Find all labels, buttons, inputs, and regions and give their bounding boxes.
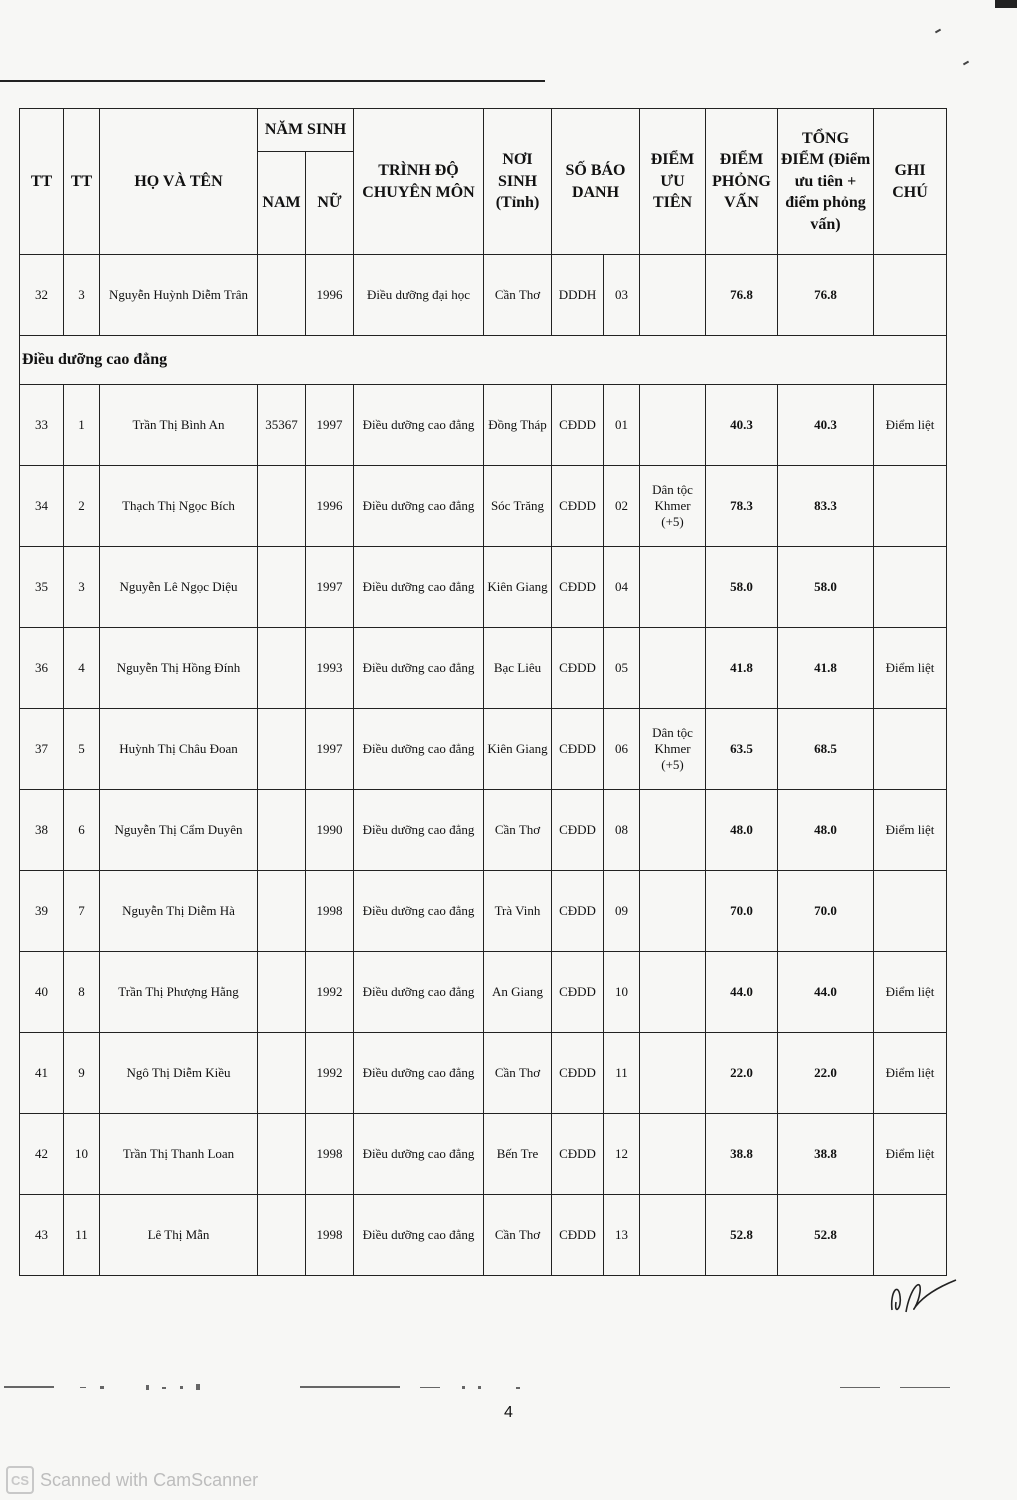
table-row	[20, 709, 947, 790]
sub-number: 8	[64, 952, 100, 1033]
sub-number: 9	[64, 1033, 100, 1114]
sub-number: 10	[64, 1114, 100, 1195]
qualification: Điều dưỡng cao đẳng	[354, 709, 484, 790]
birthplace: Kiên Giang	[484, 547, 552, 628]
priority-points	[640, 1033, 706, 1114]
total-score: 41.8	[778, 628, 874, 709]
sub-number: 3	[64, 547, 100, 628]
section-title: Điều dưỡng cao đẳng	[20, 336, 947, 385]
birthplace: Cần Thơ	[484, 1195, 552, 1276]
birth-year-male	[258, 1114, 306, 1195]
qualification: Điều dưỡng cao đẳng	[354, 466, 484, 547]
birthplace: Bến Tre	[484, 1114, 552, 1195]
candidate-code: CĐDD	[552, 952, 604, 1033]
total-score: 22.0	[778, 1033, 874, 1114]
birth-year-female: 1997	[306, 547, 354, 628]
priority-points	[640, 385, 706, 466]
note: Điểm liệt	[874, 952, 947, 1033]
header-name: HỌ VÀ TÊN	[100, 109, 258, 255]
watermark-text: Scanned with CamScanner	[40, 1469, 259, 1490]
row-number: 38	[20, 790, 64, 871]
candidate-number: 09	[604, 871, 640, 952]
candidate-code: CĐDD	[552, 628, 604, 709]
qualification: Điều dưỡng cao đẳng	[354, 871, 484, 952]
total-score: 40.3	[778, 385, 874, 466]
row-number: 40	[20, 952, 64, 1033]
row-number: 41	[20, 1033, 64, 1114]
header-female: NỮ	[306, 152, 354, 255]
total-score: 70.0	[778, 871, 874, 952]
section-row	[20, 336, 947, 385]
candidate-name: Nguyễn Thị Diễm Hà	[100, 871, 258, 952]
interview-score: 22.0	[706, 1033, 778, 1114]
candidate-number: 12	[604, 1114, 640, 1195]
candidate-number: 08	[604, 790, 640, 871]
table-row	[20, 466, 947, 547]
note	[874, 466, 947, 547]
birth-year-male	[258, 709, 306, 790]
interview-score: 70.0	[706, 871, 778, 952]
note: Điểm liệt	[874, 1033, 947, 1114]
row-number: 39	[20, 871, 64, 952]
birth-year-female: 1997	[306, 709, 354, 790]
sub-number: 11	[64, 1195, 100, 1276]
sub-number: 7	[64, 871, 100, 952]
birth-year-female: 1997	[306, 385, 354, 466]
priority-points	[640, 255, 706, 336]
table-row	[20, 952, 947, 1033]
sub-number: 6	[64, 790, 100, 871]
interview-score: 63.5	[706, 709, 778, 790]
header-interview: ĐIỂM PHỎNG VẤN	[706, 109, 778, 255]
table-row	[20, 790, 947, 871]
header-total: TỔNG ĐIỂM (Điểm ưu tiên + điểm phỏng vấn)	[778, 109, 874, 255]
interview-score: 76.8	[706, 255, 778, 336]
total-score: 68.5	[778, 709, 874, 790]
interview-score: 78.3	[706, 466, 778, 547]
birth-year-male: 35367	[258, 385, 306, 466]
qualification: Điều dưỡng cao đẳng	[354, 1033, 484, 1114]
row-number: 42	[20, 1114, 64, 1195]
birthplace: Đồng Tháp	[484, 385, 552, 466]
birth-year-male	[258, 255, 306, 336]
header-birthplace: NƠI SINH (Tỉnh)	[484, 109, 552, 255]
qualification: Điều dưỡng đại học	[354, 255, 484, 336]
candidate-name: Nguyễn Lê Ngọc Diệu	[100, 547, 258, 628]
candidate-number: 02	[604, 466, 640, 547]
header-priority: ĐIỂM ƯU TIÊN	[640, 109, 706, 255]
birth-year-female: 1992	[306, 952, 354, 1033]
qualification: Điều dưỡng cao đẳng	[354, 1195, 484, 1276]
priority-points: Dân tộc Khmer (+5)	[640, 466, 706, 547]
birth-year-female: 1996	[306, 255, 354, 336]
candidate-name: Trần Thị Phượng Hằng	[100, 952, 258, 1033]
qualification: Điều dưỡng cao đẳng	[354, 628, 484, 709]
candidate-number: 11	[604, 1033, 640, 1114]
header-tt: TT	[20, 109, 64, 255]
interview-score: 48.0	[706, 790, 778, 871]
birthplace: Bạc Liêu	[484, 628, 552, 709]
table-row	[20, 547, 947, 628]
candidate-code: CĐDD	[552, 385, 604, 466]
interview-score: 38.8	[706, 1114, 778, 1195]
table-row	[20, 1195, 947, 1276]
scan-speck	[963, 61, 969, 66]
table-body	[20, 255, 947, 1276]
total-score: 52.8	[778, 1195, 874, 1276]
total-score: 44.0	[778, 952, 874, 1033]
candidate-name: Trần Thị Bình An	[100, 385, 258, 466]
interview-score: 40.3	[706, 385, 778, 466]
birth-year-female: 1998	[306, 1114, 354, 1195]
candidate-code: CĐDD	[552, 709, 604, 790]
header-note: GHI CHÚ	[874, 109, 947, 255]
total-score: 76.8	[778, 255, 874, 336]
note: Điểm liệt	[874, 385, 947, 466]
table-row	[20, 255, 947, 336]
birth-year-male	[258, 547, 306, 628]
row-number: 34	[20, 466, 64, 547]
birth-year-male	[258, 1033, 306, 1114]
interview-score: 41.8	[706, 628, 778, 709]
birthplace: Kiên Giang	[484, 709, 552, 790]
candidate-number: 04	[604, 547, 640, 628]
candidate-number: 05	[604, 628, 640, 709]
candidate-number: 06	[604, 709, 640, 790]
birthplace: Cần Thơ	[484, 255, 552, 336]
priority-points	[640, 952, 706, 1033]
page-number: 4	[504, 1404, 513, 1421]
priority-points	[640, 628, 706, 709]
candidate-name: Lê Thị Mẫn	[100, 1195, 258, 1276]
camscanner-logo-icon: CS	[6, 1466, 34, 1494]
header-qualification: TRÌNH ĐỘ CHUYÊN MÔN	[354, 109, 484, 255]
candidate-code: CĐDD	[552, 871, 604, 952]
scan-edge-mark	[995, 0, 1017, 8]
interview-score: 58.0	[706, 547, 778, 628]
birth-year-female: 1990	[306, 790, 354, 871]
candidate-code: CĐDD	[552, 547, 604, 628]
sub-number: 3	[64, 255, 100, 336]
note	[874, 871, 947, 952]
birth-year-male	[258, 952, 306, 1033]
signature-mark	[880, 1262, 960, 1322]
birth-year-male	[258, 790, 306, 871]
candidate-number: 13	[604, 1195, 640, 1276]
candidate-name: Thạch Thị Ngọc Bích	[100, 466, 258, 547]
candidate-code: CĐDD	[552, 1033, 604, 1114]
interview-score: 52.8	[706, 1195, 778, 1276]
header-candidate-no: SỐ BÁO DANH	[552, 109, 640, 255]
birthplace: An Giang	[484, 952, 552, 1033]
birth-year-male	[258, 871, 306, 952]
sub-number: 2	[64, 466, 100, 547]
candidate-code: CĐDD	[552, 790, 604, 871]
qualification: Điều dưỡng cao đẳng	[354, 1114, 484, 1195]
table-row	[20, 871, 947, 952]
priority-points	[640, 871, 706, 952]
candidate-code: DDDH	[552, 255, 604, 336]
candidate-number: 10	[604, 952, 640, 1033]
row-number: 36	[20, 628, 64, 709]
candidate-number: 03	[604, 255, 640, 336]
birth-year-female: 1993	[306, 628, 354, 709]
scan-noise	[0, 1380, 960, 1394]
priority-points	[640, 790, 706, 871]
candidate-name: Nguyễn Huỳnh Diễm Trân	[100, 255, 258, 336]
priority-points	[640, 1114, 706, 1195]
row-number: 33	[20, 385, 64, 466]
row-number: 43	[20, 1195, 64, 1276]
scan-speck	[935, 29, 941, 34]
candidate-name: Ngô Thị Diễm Kiều	[100, 1033, 258, 1114]
birthplace: Cần Thơ	[484, 1033, 552, 1114]
total-score: 48.0	[778, 790, 874, 871]
candidate-code: CĐDD	[552, 1114, 604, 1195]
header-male: NAM	[258, 152, 306, 255]
birth-year-male	[258, 628, 306, 709]
table-row	[20, 385, 947, 466]
note: Điểm liệt	[874, 628, 947, 709]
candidate-name: Trần Thị Thanh Loan	[100, 1114, 258, 1195]
note	[874, 709, 947, 790]
note: Điểm liệt	[874, 790, 947, 871]
birth-year-female: 1992	[306, 1033, 354, 1114]
interview-score: 44.0	[706, 952, 778, 1033]
row-number: 37	[20, 709, 64, 790]
priority-points	[640, 1195, 706, 1276]
header-rule	[0, 80, 545, 82]
camscanner-watermark	[6, 1466, 258, 1494]
birthplace: Cần Thơ	[484, 790, 552, 871]
table-row	[20, 628, 947, 709]
qualification: Điều dưỡng cao đẳng	[354, 790, 484, 871]
birthplace: Trà Vinh	[484, 871, 552, 952]
note	[874, 547, 947, 628]
total-score: 58.0	[778, 547, 874, 628]
qualification: Điều dưỡng cao đẳng	[354, 952, 484, 1033]
table-row	[20, 1114, 947, 1195]
candidate-code: CĐDD	[552, 1195, 604, 1276]
table-row	[20, 1033, 947, 1114]
sub-number: 5	[64, 709, 100, 790]
birth-year-female: 1996	[306, 466, 354, 547]
priority-points	[640, 547, 706, 628]
header-tt-sub: TT	[64, 109, 100, 255]
birthplace: Sóc Trăng	[484, 466, 552, 547]
sub-number: 1	[64, 385, 100, 466]
qualification: Điều dưỡng cao đẳng	[354, 547, 484, 628]
total-score: 83.3	[778, 466, 874, 547]
candidate-name: Nguyễn Thị Hồng Đính	[100, 628, 258, 709]
birth-year-male	[258, 466, 306, 547]
row-number: 32	[20, 255, 64, 336]
candidate-name: Huỳnh Thị Châu Đoan	[100, 709, 258, 790]
sub-number: 4	[64, 628, 100, 709]
candidate-number: 01	[604, 385, 640, 466]
header-birth-year: NĂM SINH	[258, 109, 354, 152]
candidate-name: Nguyễn Thị Cẩm Duyên	[100, 790, 258, 871]
birth-year-female: 1998	[306, 1195, 354, 1276]
row-number: 35	[20, 547, 64, 628]
note: Điểm liệt	[874, 1114, 947, 1195]
birth-year-female: 1998	[306, 871, 354, 952]
note	[874, 255, 947, 336]
candidate-code: CĐDD	[552, 466, 604, 547]
qualification: Điều dưỡng cao đẳng	[354, 385, 484, 466]
total-score: 38.8	[778, 1114, 874, 1195]
priority-points: Dân tộc Khmer (+5)	[640, 709, 706, 790]
results-table	[19, 108, 947, 1276]
birth-year-male	[258, 1195, 306, 1276]
